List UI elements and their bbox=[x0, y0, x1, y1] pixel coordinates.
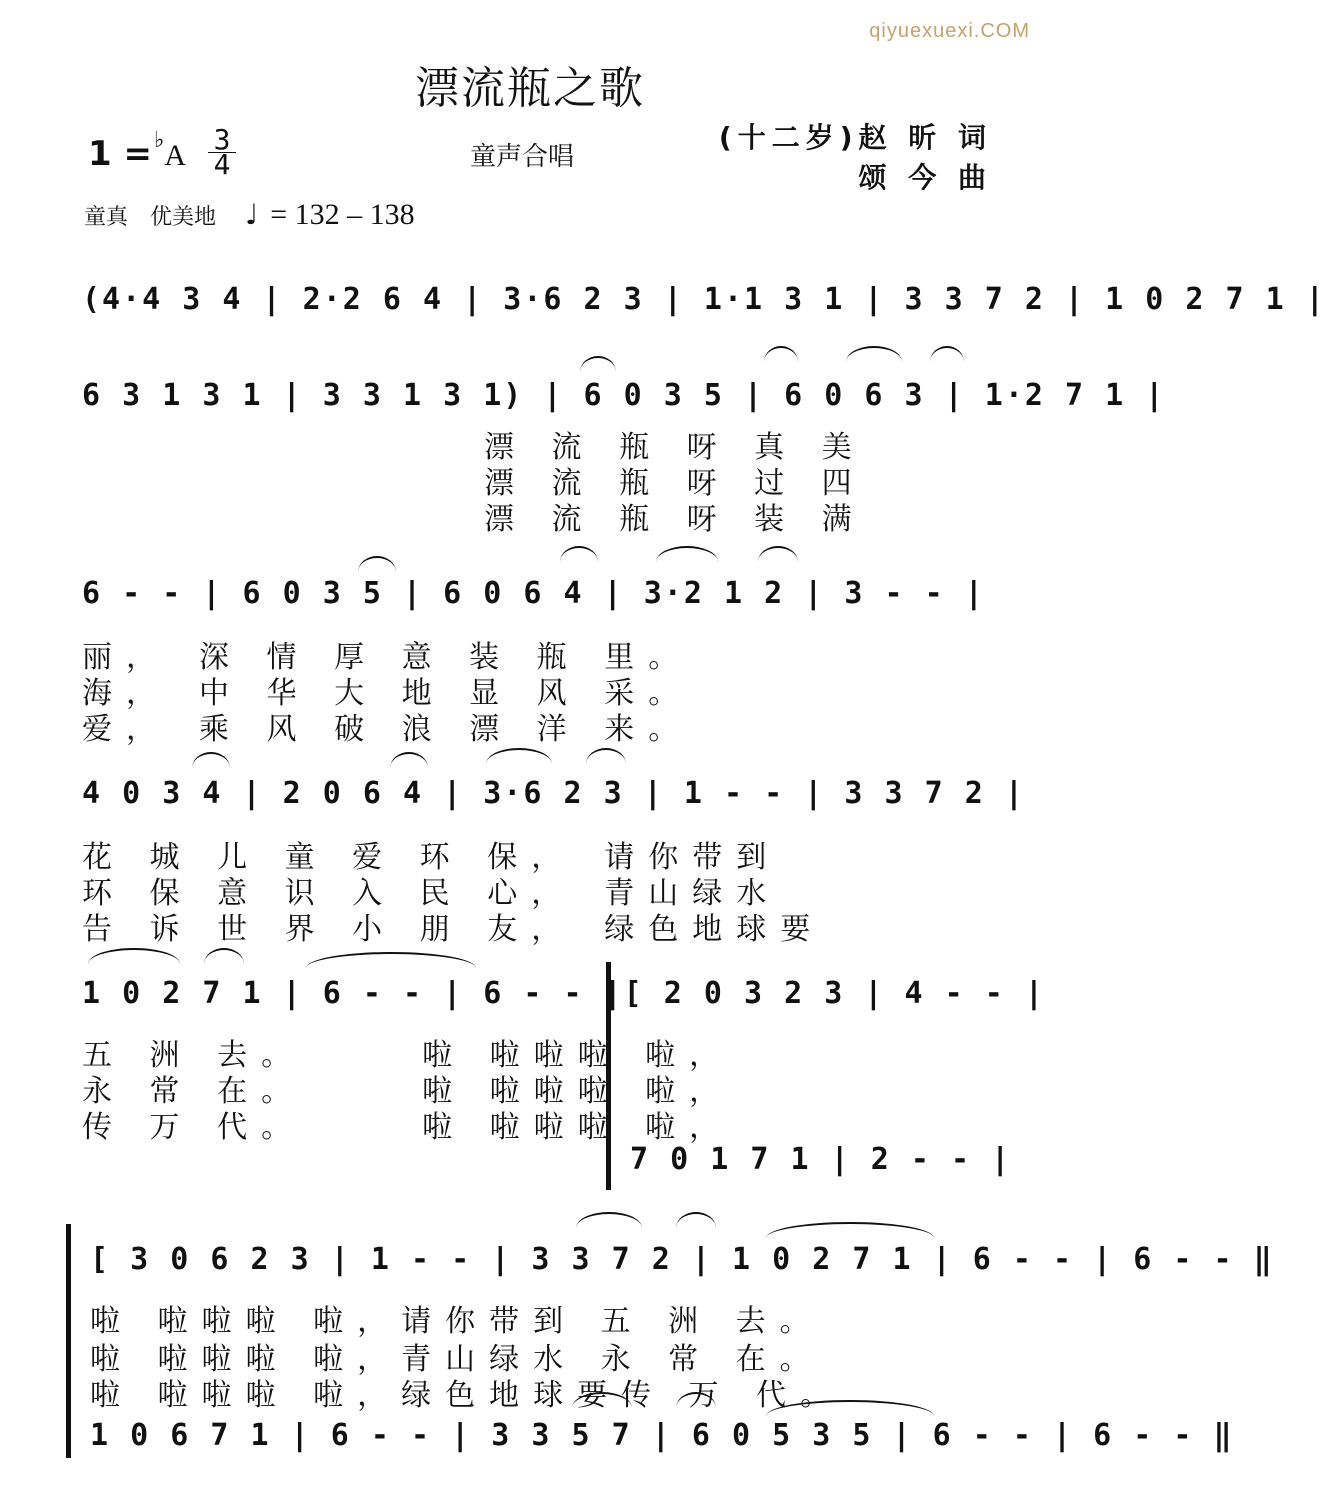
slur bbox=[766, 1222, 934, 1238]
tempo-value: = 132 – 138 bbox=[270, 198, 415, 231]
lower-voice-line: 1 0 6 7 1 | 6 - - | 3 3 5 7 | 6 0 5 3 5 | 6 - - | 6 - - ‖ bbox=[90, 1418, 1234, 1453]
lyric-verse-2: 漂 流 瓶 呀 过 四 bbox=[484, 466, 866, 501]
slur bbox=[846, 346, 902, 362]
lyric-verse-3: 漂 流 瓶 呀 装 满 bbox=[484, 502, 866, 537]
time-bottom: 4 bbox=[208, 152, 236, 177]
lyric-verse-2: 环 保 意 识 入 民 心， 青山绿水 bbox=[82, 876, 781, 911]
slur bbox=[758, 546, 798, 562]
composer-credit: 颂 今 曲 bbox=[858, 161, 992, 194]
lyricist-credit: (十二岁)赵 昕 词 bbox=[718, 121, 992, 154]
key-prefix: 1 = bbox=[88, 134, 152, 174]
lower-voice-line: 7 0 1 7 1 | 2 - - | bbox=[630, 1142, 1012, 1177]
key-note: A bbox=[164, 139, 187, 172]
performance-style: 童声合唱 bbox=[470, 142, 575, 172]
lyric-verse-3: 啦 啦啦啦 啦，绿色地球要传 万 代。 bbox=[90, 1378, 845, 1413]
slur bbox=[306, 952, 476, 968]
notation-line: 1 0 2 7 1 | 6 - - | 6 - - |[ 2 0 3 2 3 | 4 - - | bbox=[82, 976, 1045, 1011]
notation-line: [ 3 0 6 2 3 | 1 - - | 3 3 7 2 | 1 0 2 7 1 | 6 - - | 6 - - ‖ bbox=[90, 1242, 1274, 1277]
slur bbox=[560, 546, 598, 562]
notation-line: 6 - - | 6 0 3 5 | 6 0 6 4 | 3·2 1 2 | 3 - - | bbox=[82, 576, 985, 611]
slur bbox=[576, 1212, 642, 1228]
slur bbox=[676, 1212, 716, 1228]
time-signature bbox=[208, 123, 236, 181]
watermark: qiyuexuexi.COM bbox=[869, 20, 1030, 42]
notation-line: 6 3 1 3 1 | 3 3 1 3 1) | 6 0 3 5 | 6 0 6 3 | 1·2 7 1 | bbox=[82, 378, 1166, 413]
notation-line: (4·4 3 4 | 2·2 6 4 | 3·6 2 3 | 1·1 3 1 | 3 3 7 2 | 1 0 2 7 1 | bbox=[82, 282, 1326, 317]
slur bbox=[486, 748, 552, 764]
lyric-verse-2: 海， 中 华 大 地 显 风 采。 bbox=[82, 676, 693, 711]
slur bbox=[656, 546, 718, 562]
slur bbox=[358, 556, 396, 572]
flat-icon: ♭ bbox=[153, 128, 165, 153]
lyric-verse-2: 啦 啦啦啦 啦，青山绿水 永 常 在。 bbox=[90, 1342, 824, 1377]
lyric-verse-1: 啦 啦啦啦 啦，请你带到 五 洲 去。 bbox=[90, 1304, 824, 1339]
lyric-verse-1: 丽， 深 情 厚 意 装 瓶 里。 bbox=[82, 640, 693, 675]
slur bbox=[580, 356, 616, 372]
key-signature bbox=[88, 128, 186, 174]
slur bbox=[390, 752, 428, 768]
time-top: 3 bbox=[213, 123, 231, 156]
song-title: 漂流瓶之歌 bbox=[415, 63, 645, 114]
lyric-verse-2: 永 常 在。 啦 啦啦啦 啦， bbox=[82, 1074, 734, 1109]
slur bbox=[586, 748, 626, 764]
notation-line: 4 0 3 4 | 2 0 6 4 | 3·6 2 3 | 1 - - | 3 3 7 2 | bbox=[82, 776, 1025, 811]
slur bbox=[204, 948, 244, 964]
lyric-verse-1: 五 洲 去。 啦 啦啦啦 啦， bbox=[82, 1038, 734, 1073]
slur bbox=[764, 346, 798, 362]
tempo bbox=[84, 198, 415, 232]
slur bbox=[192, 752, 230, 768]
tempo-marking: 童真 优美地 bbox=[84, 205, 217, 230]
lyric-verse-1: 漂 流 瓶 呀 真 美 bbox=[484, 430, 866, 465]
lyric-verse-3: 告 诉 世 界 小 朋 友， 绿色地球要 bbox=[82, 912, 825, 947]
quarter-note-icon: ♩ bbox=[245, 198, 259, 231]
lyric-verse-3: 传 万 代。 啦 啦啦啦 啦， bbox=[82, 1110, 734, 1145]
lyric-verse-1: 花 城 儿 童 爱 环 保， 请你带到 bbox=[82, 840, 781, 875]
lyric-verse-3: 爱， 乘 风 破 浪 漂 洋 来。 bbox=[82, 712, 693, 747]
slur bbox=[930, 346, 964, 362]
slur bbox=[88, 948, 180, 964]
choir-bracket bbox=[66, 1224, 71, 1458]
